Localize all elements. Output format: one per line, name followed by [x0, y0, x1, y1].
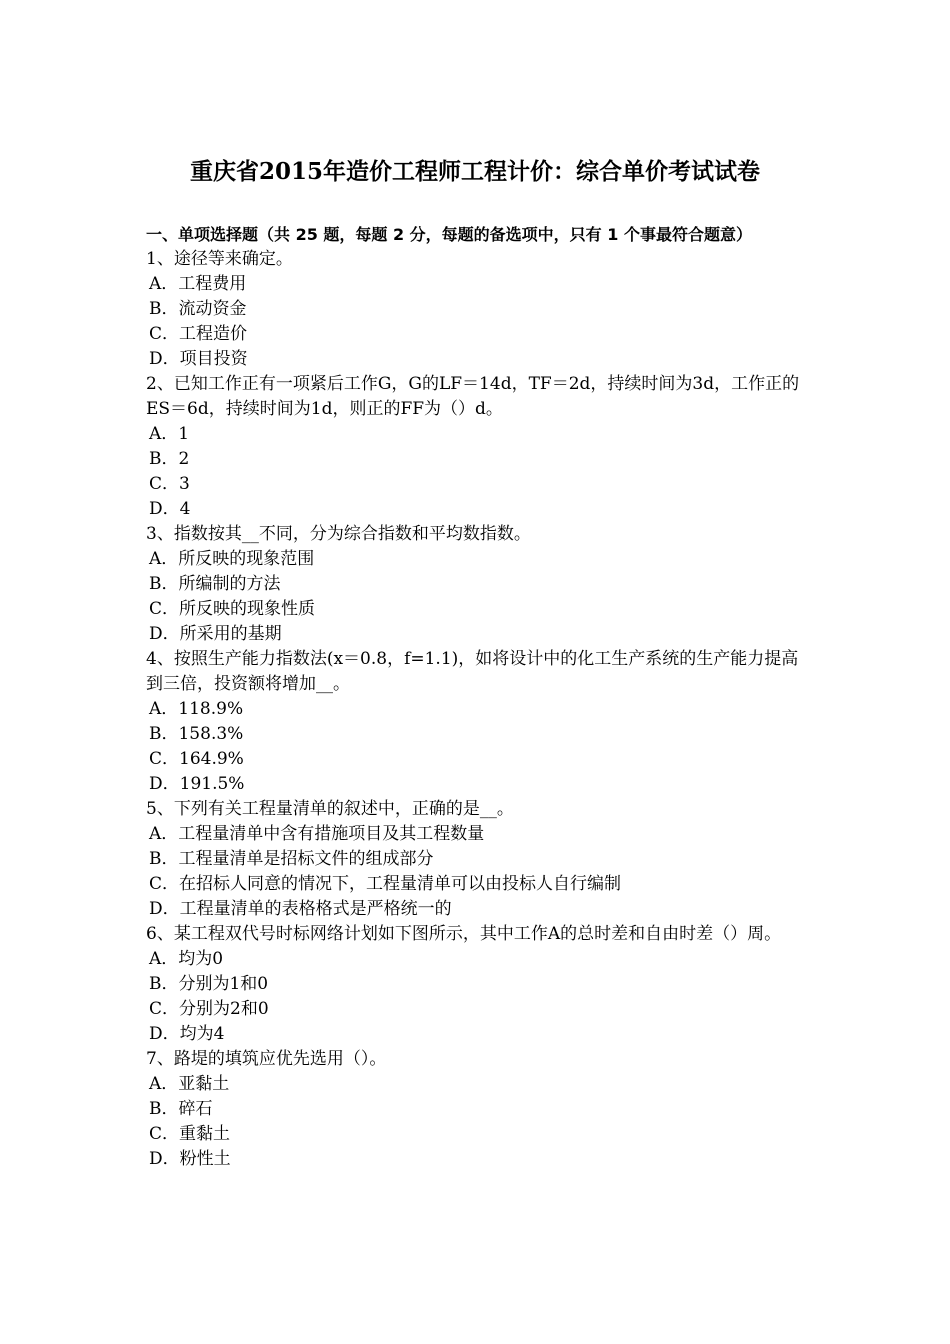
option-list: [146, 947, 810, 1047]
question-stem: 5、下列有关工程量清单的叙述中，正确的是__。: [146, 799, 514, 819]
option-b: B．所编制的方法: [149, 574, 281, 594]
option-b: B．分别为1和0: [149, 974, 269, 994]
option-b: B．2: [149, 449, 190, 469]
option-b: B．碎石: [149, 1099, 213, 1119]
option-list: [146, 1072, 810, 1172]
option-d: D．4: [149, 499, 191, 519]
option-list: [146, 422, 810, 522]
question-5: [146, 797, 810, 922]
question-7: [146, 1047, 810, 1172]
option-a: A．均为0: [149, 949, 224, 969]
question-stem: 4、按照生产能力指数法(x＝0.8，f=1.1)，如将设计中的化工生产系统的生产能力提高到三倍，投资额将增加__。: [146, 649, 799, 694]
question-2: [146, 372, 810, 522]
option-c: C．所反映的现象性质: [149, 599, 316, 619]
option-d: D．工程量清单的表格格式是严格统一的: [149, 899, 452, 919]
option-b: B．158.3%: [149, 724, 244, 744]
option-list: [146, 822, 810, 922]
option-a: A．工程费用: [149, 274, 247, 294]
document-body: [146, 222, 810, 1172]
option-c: C．164.9%: [149, 749, 244, 769]
option-c: C．3: [149, 474, 190, 494]
option-a: A．118.9%: [149, 699, 244, 719]
option-d: D．所采用的基期: [149, 624, 282, 644]
option-list: [146, 547, 810, 647]
question-stem: 2、已知工作正有一项紧后工作G，G的LF＝14d，TF＝2d，持续时间为3d，工作正的ES＝6d，持续时间为1d，则正的FF为（）d。: [146, 374, 800, 419]
option-a: A．所反映的现象范围: [149, 549, 315, 569]
section-heading: 一、单项选择题（共 25 题，每题 2 分，每题的备选项中，只有 1 个事最符合题意）: [146, 225, 752, 244]
option-list: [146, 697, 810, 797]
option-list: [146, 272, 810, 372]
option-c: C．重黏土: [149, 1124, 231, 1144]
question-6: [146, 922, 810, 1047]
option-b: B．工程量清单是招标文件的组成部分: [149, 849, 434, 869]
document-title: 重庆省2015年造价工程师工程计价：综合单价考试试卷: [189, 158, 760, 185]
option-c: C．在招标人同意的情况下，工程量清单可以由投标人自行编制: [149, 874, 622, 894]
option-d: D．均为4: [149, 1024, 225, 1044]
option-c: C．工程造价: [149, 324, 248, 344]
option-a: A．1: [149, 424, 190, 444]
question-4: [146, 647, 810, 797]
option-a: A．亚黏土: [149, 1074, 230, 1094]
option-d: D．191.5%: [149, 774, 245, 794]
question-3: [146, 522, 810, 647]
question-1: [146, 247, 810, 372]
option-d: D．项目投资: [149, 349, 248, 369]
question-stem: 7、路堤的填筑应优先选用（）。: [146, 1049, 387, 1069]
question-stem: 6、某工程双代号时标网络计划如下图所示，其中工作A的总时差和自由时差（）周。: [146, 924, 782, 944]
option-d: D．粉性土: [149, 1149, 231, 1169]
option-b: B．流动资金: [149, 299, 247, 319]
option-a: A．工程量清单中含有措施项目及其工程数量: [149, 824, 485, 844]
question-stem: 1、途径等来确定。: [146, 249, 293, 269]
question-stem: 3、指数按其__不同，分为综合指数和平均数指数。: [146, 524, 531, 544]
option-c: C．分别为2和0: [149, 999, 269, 1019]
